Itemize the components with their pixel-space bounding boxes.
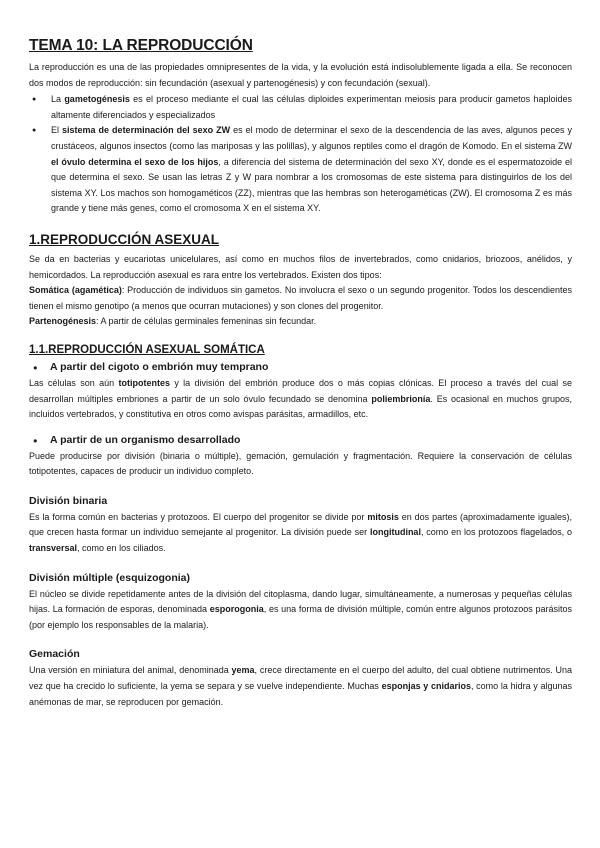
bold-term: sistema de determinación del sexo ZW xyxy=(62,125,231,136)
intro-line-1: La reproducción es una de las propiedades omnipresentes de la vida, y la evolución está indisolublemente ligada a ella. xyxy=(29,62,514,72)
paragraph-text: , es una forma de división múltiple, común entre algunos protozoos parásitos (por ejemplo los responsables de la malaria). xyxy=(29,604,573,630)
paragraph-text: en dos partes (aproximadamente iguales), que crecen hasta formar un individuo semejante al progenitor. La división puede ser xyxy=(29,511,572,538)
definition-text: : A partir de células germinales femeninas sin fecundar. xyxy=(96,316,317,327)
somatica-definition xyxy=(29,283,572,314)
bold-term: esporogonia xyxy=(209,604,264,615)
paragraph-text: , crece directamente en el cuerpo del adulto, del cual obtiene nutrimentos. Una vez que ha crecido lo suficiente, la yema se separa y se vuelve independiente. Muchas xyxy=(29,665,572,692)
bold-term: gametogénesis xyxy=(64,94,130,105)
bold-term: poliembrionía xyxy=(371,393,431,404)
subsection-cigoto-paragraph xyxy=(29,376,572,423)
bullet-text: , a diferencia del sistema de determinación del sexo XY, donde es el espermatozoide el que determina el sexo. Se usan las letras Z y W para nombrar a los cromosomas de este sistema para distinguirlos de los del sistema XY. Los machos son homogaméticos (ZZ), mientras que las hembras son heterogaméticas (ZW). El cromosoma Z es más grande y tiene más genes, como el cromosoma X en el sistema XY. xyxy=(51,156,572,214)
gemacion-paragraph xyxy=(29,663,572,710)
subsection-organismo-heading: ● A partir de un organismo desarrollado xyxy=(29,433,572,448)
gemacion-heading: Gemación xyxy=(29,648,80,661)
paragraph-text: , como en los ciliados. xyxy=(77,543,166,554)
division-multiple-paragraph xyxy=(29,587,572,634)
bold-term: Partenogénesis xyxy=(29,316,97,327)
intro-line-2: Se reconocen dos modos de reproducción: sin fecundación (asexual y partenogénesis) y con fecundación (sexual). xyxy=(29,62,572,88)
definition-text: : Producción de individuos sin gametos. No involucra el sexo o un segundo progenitor. Todos los descendientes tienen el mismo genotipo (a menos que ocurran mutaciones) y son clones del progenitor. xyxy=(29,285,572,311)
division-multiple-heading: División múltiple (esquizogonia) xyxy=(29,571,191,584)
page-title: TEMA 10: LA REPRODUCCIÓN xyxy=(29,37,253,54)
paragraph-text: . Es ocasional en muchos grupos, incluidos vertebrados, y constitutiva en otros como avispas parásitas, armadillos, etc. xyxy=(29,393,572,420)
paragraph-text: , como en los protozoos flagelados, o xyxy=(420,527,572,538)
paragraph-text: Una versión en miniatura del animal, denominada xyxy=(29,665,232,676)
division-binaria-paragraph xyxy=(29,510,572,557)
subsection-organismo-paragraph: Puede producirse por división (binaria o múltiple), gemación, gemulación y fragmentación. Requiere la conservación de células totipotentes, capaces de producir un individuo completo. xyxy=(29,450,572,477)
bold-term: yema xyxy=(231,665,255,676)
section-1-paragraph: Se da en bacterias y eucariotas unicelulares, así como en muchos filos de invertebrados, como cnidarios, briozoos, anélidos, y hemicordados. La reproducción asexual es rara entre los vertebrados. Existen dos tipos: xyxy=(29,253,572,280)
bold-term: transversal xyxy=(29,543,78,554)
paragraph-text: El núcleo se divide repetidamente antes de la división del citoplasma, dando lugar, simultáneamente, a numerosas y pequeñas células hijas. La formación de esporas, denominada xyxy=(29,588,572,615)
intro-bullet-list xyxy=(29,92,572,217)
bold-term: totipotentes xyxy=(118,377,170,388)
bold-term: esponjas y cnidarios xyxy=(381,681,471,692)
intro-paragraph xyxy=(29,60,572,91)
paragraph-text: Las células son aún xyxy=(29,377,119,388)
bold-term: longitudinal xyxy=(369,527,421,538)
bullet-zw-system xyxy=(29,123,572,217)
bullet-text: El xyxy=(51,125,63,136)
paragraph-text: Es la forma común en bacterias y protozoos. El cuerpo del progenitor se divide por xyxy=(29,511,368,522)
bullet-gametogenesis xyxy=(29,92,572,123)
bold-term: Somática (agamética) xyxy=(29,285,122,296)
section-1-heading: 1.REPRODUCCIÓN ASEXUAL xyxy=(29,231,220,247)
bullet-text: es el modo de determinar el sexo de la descendencia de las aves, algunos peces y crustáceos, algunos insectos (como las mariposas y las polillas), y algunos reptiles como el dragón de Komodo. En el sistema ZW xyxy=(51,125,572,151)
paragraph-text: , como la hidra y algunas anémonas de mar, se reproducen por gemación. xyxy=(29,681,572,707)
bold-term: mitosis xyxy=(367,511,399,522)
paragraph-text: y la división del embrión produce dos o más copias clónicas. El proceso a través del cual se desarrollan múltiples embriones a partir de un solo óvulo fecundado se denomina xyxy=(29,377,572,404)
section-1-1-heading: 1.1.REPRODUCCIÓN ASEXUAL SOMÁTICA xyxy=(29,343,265,356)
bullet-text: es el proceso mediante el cual las células diploides experimentan meiosis para producir gametos haploides altamente diferenciados y especializados xyxy=(51,94,572,120)
bold-term: el óvulo determina el sexo de los hijos xyxy=(51,156,219,167)
partenogenesis-definition xyxy=(29,314,572,330)
bullet-text: La xyxy=(51,94,65,105)
subsection-cigoto-heading: ● A partir del cigoto o embrión muy temprano xyxy=(29,360,572,375)
division-binaria-heading: División binaria xyxy=(29,494,108,507)
